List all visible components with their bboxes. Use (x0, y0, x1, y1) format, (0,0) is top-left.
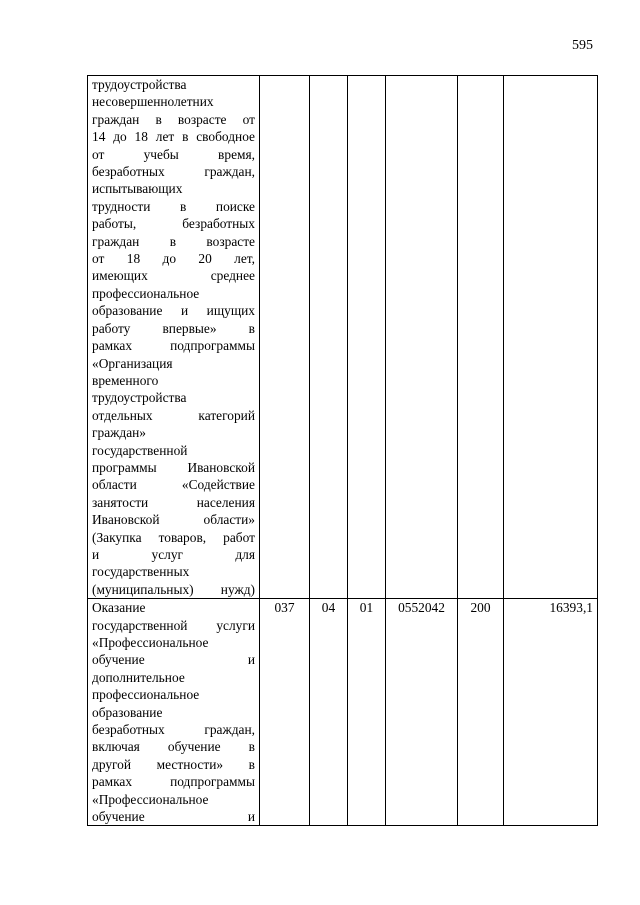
description-line: государственной услуги (92, 617, 255, 633)
description-line: рамках подпрограммы (92, 338, 255, 354)
description-line: от 18 до 20 лет, (92, 251, 255, 267)
description-line: работы, безработных (92, 216, 255, 232)
description-line: временного (92, 372, 159, 388)
description-line: государственной (92, 442, 188, 458)
table-row (88, 599, 598, 826)
description-line: дополнительное (92, 669, 185, 685)
description-line: безработных граждан, (92, 722, 255, 738)
description-line: граждан в возрасте (92, 233, 255, 249)
description-line: граждан» (92, 425, 147, 441)
description-line: (Закупка товаров, работ (92, 529, 255, 545)
description-line: безработных граждан, (92, 164, 255, 180)
amount (504, 76, 598, 599)
page-number: 595 (572, 38, 593, 53)
description-line: включая обучение в (92, 739, 255, 755)
description-line: (муниципальных) нужд) (92, 581, 255, 597)
table-row (88, 76, 598, 599)
description-line: обучение и (92, 652, 255, 668)
description-line: «Организация (92, 355, 173, 371)
description-line: профессиональное (92, 687, 200, 703)
description-line: работу впервые» в (92, 320, 255, 336)
description-line: трудоустройства (92, 390, 187, 406)
description-line: обучение и (92, 809, 255, 825)
expense-type-code: 200 (458, 599, 504, 826)
row-description (88, 76, 260, 599)
subsection-code: 01 (348, 599, 386, 826)
description-line: граждан в возрасте от (92, 111, 255, 127)
description-line: образование (92, 704, 163, 720)
description-line: от учебы время, (92, 146, 255, 162)
description-line: трудоустройства (92, 77, 187, 92)
description-line: имеющих среднее (92, 268, 255, 284)
description-line: области «Содействие (92, 477, 255, 493)
description-line: и услуг для (92, 546, 255, 562)
row-description (88, 599, 260, 826)
section-code (310, 76, 348, 599)
description-line: занятости населения (92, 494, 255, 510)
description-line: испытывающих (92, 181, 183, 197)
description-line: «Профессиональное (92, 635, 209, 650)
description-line: профессиональное (92, 285, 200, 301)
description-line: 14 до 18 лет в свободное (92, 129, 255, 145)
description-line: трудности в поиске (92, 198, 255, 214)
target-article-code: 0552042 (386, 599, 458, 826)
table-body (88, 76, 598, 826)
description-line: государственных (92, 564, 190, 580)
budget-table (87, 75, 598, 826)
description-line: Ивановской области» (92, 512, 255, 528)
description-line: несовершеннолетних (92, 94, 214, 110)
ministry-code (260, 76, 310, 599)
amount: 16393,1 (504, 599, 598, 826)
description-line: Оказание (92, 600, 146, 616)
target-article-code (386, 76, 458, 599)
description-line: программы Ивановской (92, 459, 255, 475)
description-line: рамках подпрограммы (92, 774, 255, 790)
description-line: «Профессиональное (92, 791, 209, 807)
subsection-code (348, 76, 386, 599)
description-line: другой местности» в (92, 756, 255, 772)
section-code: 04 (310, 599, 348, 826)
ministry-code: 037 (260, 599, 310, 826)
description-line: образование и ищущих (92, 303, 255, 319)
description-line: отдельных категорий (92, 407, 255, 423)
expense-type-code (458, 76, 504, 599)
